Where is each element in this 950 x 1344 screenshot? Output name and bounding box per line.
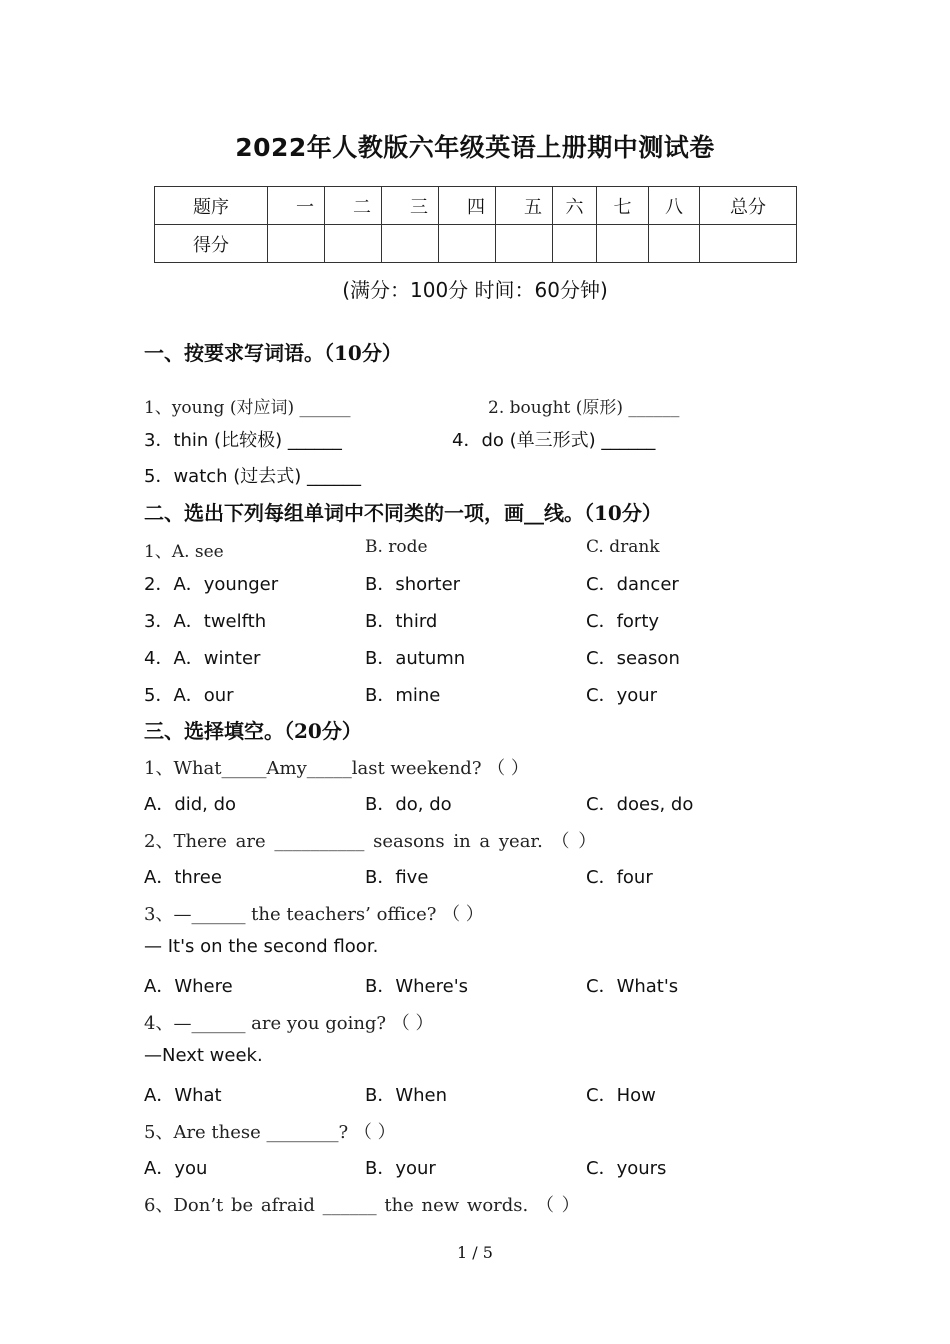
- score-cell[interactable]: [268, 225, 325, 263]
- s2-row-1-option-c: C. drank: [586, 537, 660, 557]
- section-1-heading: 一、按要求写词语。（10分）: [144, 341, 402, 365]
- s3-q2-option-c: C．four: [586, 867, 653, 888]
- page-title: 2022年人教版六年级英语上册期中测试卷: [235, 133, 715, 162]
- header-cell: 题序: [155, 187, 268, 225]
- s2-row-1-option-a: 1、A. see: [144, 542, 224, 562]
- score-cell[interactable]: [325, 225, 382, 263]
- s3-question-3: 3、—______ the teachers’ office? （ ）: [144, 904, 484, 925]
- s3-q5-option-c: C．yours: [586, 1158, 667, 1179]
- s3-q5-option-b: B．your: [365, 1158, 436, 1179]
- s3-q4-answer-line: —Next week.: [144, 1045, 263, 1066]
- s3-q1-option-b: B．do, do: [365, 794, 452, 815]
- s2-row-3-option-c: C．forty: [586, 611, 660, 632]
- header-cell: 二: [325, 187, 382, 225]
- s2-row-4-option-c: C．season: [586, 648, 680, 669]
- s2-row-2-option-a: 2．A．younger: [144, 574, 279, 595]
- s3-question-6: 6、Don’t be afraid ______ the new words. （ ）: [144, 1195, 580, 1216]
- s2-row-2-option-b: B．shorter: [365, 574, 461, 595]
- header-cell: 总分: [700, 187, 797, 225]
- s3-question-1: 1、What_____Amy_____last weekend? （ ）: [144, 758, 529, 779]
- s2-row-5-option-c: C．your: [586, 685, 658, 706]
- header-cell: 一: [268, 187, 325, 225]
- section-3-heading: 三、选择填空。（20分）: [144, 719, 362, 743]
- score-cell[interactable]: [597, 225, 649, 263]
- s1-question-2: 2. bought (原形) ______: [488, 398, 680, 418]
- header-cell: 八: [649, 187, 700, 225]
- s2-row-3-option-b: B．third: [365, 611, 438, 632]
- s1-question-1: 1、young (对应词) ______: [144, 398, 351, 418]
- s3-q2-option-b: B．five: [365, 867, 429, 888]
- s3-q3-answer-line: — It's on the second floor.: [144, 936, 379, 957]
- score-table: [154, 186, 797, 263]
- s2-row-3-option-a: 3．A．twelfth: [144, 611, 267, 632]
- s2-row-4-option-b: B．autumn: [365, 648, 466, 669]
- header-cell: 六: [553, 187, 597, 225]
- s2-row-5-option-a: 5．A．our: [144, 685, 234, 706]
- page-number: 1 / 5: [457, 1243, 493, 1262]
- score-cell[interactable]: [382, 225, 439, 263]
- s3-q3-option-a: A．Where: [144, 976, 233, 997]
- section-2-heading: 二、选出下列每组单词中不同类的一项，画__线。（10分）: [144, 501, 662, 525]
- score-cell[interactable]: [553, 225, 597, 263]
- s2-row-2-option-c: C．dancer: [586, 574, 679, 595]
- exam-meta: (满分：100分 时间：60分钟): [342, 278, 608, 302]
- score-table-header-row: [155, 187, 797, 225]
- s3-q2-option-a: A．three: [144, 867, 222, 888]
- s3-q5-option-a: A．you: [144, 1158, 208, 1179]
- header-cell: 四: [439, 187, 496, 225]
- s3-question-2: 2、There are __________ seasons in a year. （ ）: [144, 831, 597, 852]
- score-cell[interactable]: [649, 225, 700, 263]
- header-cell: 三: [382, 187, 439, 225]
- s3-q1-option-c: C．does, do: [586, 794, 694, 815]
- s3-q4-option-b: B．When: [365, 1085, 448, 1106]
- s1-question-5: 5．watch (过去式) ______: [144, 466, 362, 487]
- s3-q3-option-b: B．Where's: [365, 976, 469, 997]
- s3-q4-option-c: C．How: [586, 1085, 656, 1106]
- s2-row-5-option-b: B．mine: [365, 685, 441, 706]
- header-cell: 七: [597, 187, 649, 225]
- s3-q4-option-a: A．What: [144, 1085, 222, 1106]
- s2-row-1-option-b: B. rode: [365, 537, 428, 557]
- row-label: 得分: [155, 225, 268, 263]
- score-table-score-row: [155, 225, 797, 263]
- header-cell: 五: [496, 187, 553, 225]
- s3-q1-option-a: A．did, do: [144, 794, 237, 815]
- s3-q3-option-c: C．What's: [586, 976, 679, 997]
- s3-question-5: 5、Are these ________? （ ）: [144, 1122, 396, 1143]
- score-cell[interactable]: [496, 225, 553, 263]
- s1-question-3: 3．thin (比较极) ______: [144, 430, 342, 451]
- score-cell[interactable]: [700, 225, 797, 263]
- s3-question-4: 4、—______ are you going? （ ）: [144, 1013, 434, 1034]
- score-cell[interactable]: [439, 225, 496, 263]
- s1-question-4: 4．do (单三形式) ______: [452, 430, 656, 451]
- s2-row-4-option-a: 4．A．winter: [144, 648, 261, 669]
